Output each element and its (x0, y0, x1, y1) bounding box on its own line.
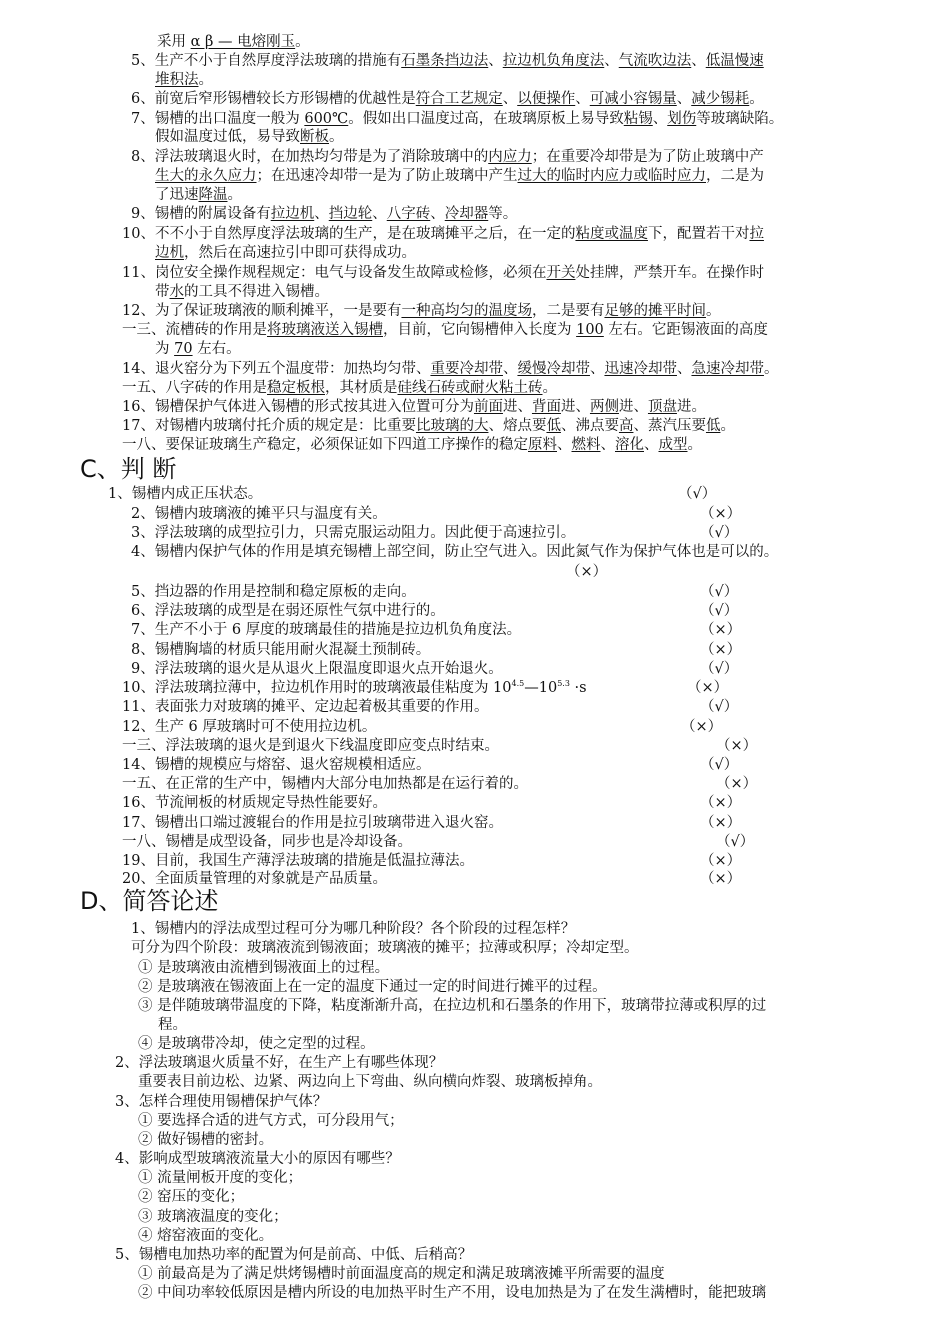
question-text: 、 (502, 91, 518, 107)
question-text: 假如温度过低，易导致 (155, 129, 300, 145)
judge-answer: （×） (700, 506, 742, 522)
answer-blank: 背面 (531, 399, 561, 415)
answer-blank: 一种高均匀的温度场 (401, 303, 532, 319)
judge-answer: （×） (700, 622, 742, 638)
question-text: 。 (720, 418, 735, 434)
question-text: 一五、八字砖的作用是 (122, 380, 267, 396)
question-text: 14、退火窑分为下列五个温度带：加热均匀带、 (122, 361, 431, 377)
answer-blank: 石墨条挡边法 (401, 53, 489, 69)
question-text: 、 (652, 111, 668, 127)
answer-line: 重要表目前边松、边紧、两边向上下弯曲、纵向横向炸裂、玻璃板掉角。 (138, 1074, 602, 1090)
question-text: —10 (524, 680, 558, 696)
question-text: 、 (575, 91, 590, 107)
answer-line: 3、怎样合理使用锡槽保护气体？ (115, 1094, 328, 1110)
judge-question: 17、锡槽出口端过渡辊台的作用是拉引玻璃带进入退火窑。 (122, 815, 503, 831)
question-text: 、沸点要 (560, 418, 619, 434)
fill-line (122, 379, 557, 398)
question-text: ，二是为 (706, 168, 764, 184)
answer-blank: 过大的临时内应力或临时应力 (517, 168, 706, 184)
answer-blank: 前面 (473, 399, 503, 415)
judge-question: 16、节流闸板的材质规定导热性能要好。 (122, 795, 387, 811)
question-text: 、 (691, 53, 706, 69)
question-text: 、 (676, 91, 692, 107)
question-text: 等玻璃缺陷。 (696, 111, 784, 127)
answer-blank: 低 (705, 418, 721, 434)
judge-answer: （×） (681, 719, 723, 735)
answer-blank: 100 (576, 322, 604, 338)
judge-question: 2、锡槽内玻璃液的摊平只与温度有关。 (131, 506, 387, 522)
question-text: 、 (589, 361, 605, 377)
answer-line: ② 窑压的变化； (138, 1189, 245, 1205)
question-text: 。 (542, 380, 557, 396)
question-text: 、 (600, 437, 615, 453)
question-text: 。 (705, 303, 721, 319)
question-text: 、 (314, 206, 329, 222)
answer-blank: 溶化 (615, 437, 644, 453)
question-text: 10、浮法玻璃拉薄中，拉边机作用时的玻璃液最佳粘度为 10 (122, 680, 512, 696)
question-text: 、 (372, 206, 387, 222)
answer-blank: 粘度或温度 (575, 226, 648, 242)
answer-line: ② 做好锡槽的密封。 (138, 1132, 274, 1148)
judge-question: 8、锡槽胸墙的材质只能用耐火混凝土预制砖。 (131, 642, 431, 658)
question-text: 采用 (157, 34, 191, 50)
answer-line: 程。 (158, 1017, 187, 1033)
judge-question: 一五、在正常的生产中，锡槽内大部分电加热都是在运行着的。 (122, 776, 528, 792)
question-text: 了迅速 (155, 187, 199, 203)
question-text: 11、岗位安全操作规程规定：电气与设备发生故障或检修，必须在 (122, 265, 547, 281)
judge-answer: （×） (716, 738, 758, 754)
answer-blank: 原料 (528, 437, 557, 453)
answer-blank: 开关 (546, 265, 576, 281)
question-text: 、 (644, 437, 659, 453)
answer-line: 1、锡槽内的浮法成型过程可分为哪几种阶段？各个阶段的过程怎样？ (131, 921, 576, 937)
judge-answer: （√） (700, 525, 739, 541)
fill-line (155, 71, 213, 90)
answer-blank: 挡边轮 (328, 206, 373, 222)
fill-line (122, 360, 778, 379)
answer-blank: 急速冷却带 (691, 361, 764, 377)
judge-answer: （×） (566, 564, 608, 580)
question-text: 6、前宽后窄形锡槽较长方形锡槽的优越性是 (131, 91, 416, 107)
judge-answer: （√） (700, 757, 739, 773)
fill-line (155, 186, 242, 205)
exponent: 4.5 (511, 679, 525, 688)
question-text: ·s (569, 680, 587, 696)
answer-blank: 低 (546, 418, 561, 434)
answer-blank: 两侧 (589, 399, 619, 415)
question-text: ；在重要冷却带是为了防止玻璃中产 (531, 149, 764, 165)
question-text: ，目前，它向锡槽伸入长度为 (383, 322, 577, 338)
question-text: 。 (763, 361, 779, 377)
answer-blank: 稳定板根 (267, 380, 325, 396)
answer-blank: 冷却器 (444, 206, 489, 222)
answer-blank: 足够的摊平时间 (604, 303, 706, 319)
fill-line (122, 417, 735, 436)
answer-blank: 缓慢冷却带 (517, 361, 590, 377)
question-text: 。 (687, 437, 702, 453)
question-text: ，其材质是 (325, 380, 398, 396)
answer-blank: 堆积法 (155, 72, 199, 88)
judge-answer: （×） (716, 776, 758, 792)
judge-question: 6、浮法玻璃的成型是在弱还原性气氛中进行的。 (131, 603, 445, 619)
fill-line (155, 167, 764, 186)
judge-answer: （√） (700, 603, 739, 619)
judge-question: 12、生产 6 厚玻璃时可不使用拉边机。 (122, 719, 377, 735)
judge-question: 20、全面质量管理的对象就是产品质量。 (122, 871, 387, 887)
fill-line (122, 398, 706, 417)
answer-blank: 降温 (198, 187, 228, 203)
question-text: 。 (749, 91, 764, 107)
judge-answer: （√） (700, 699, 739, 715)
answer-blank: 粘锡 (623, 111, 653, 127)
answer-line: ① 要选择合适的进气方式，可分段用气； (138, 1113, 404, 1129)
answer-line: ② 中间功率较低原因是槽内所设的电加热平时生产不用，设电加热是为了在发生满槽时，能把玻璃 (138, 1285, 767, 1301)
answer-line: ④ 是玻璃带冷却，使之定型的过程。 (138, 1036, 375, 1052)
section-c-heading: C、判 断 (80, 455, 177, 483)
fill-line (122, 436, 702, 455)
answer-blank: 顶盘 (647, 399, 677, 415)
question-text: 左右。它距锡液面的高度 (603, 322, 768, 338)
judge-answer: （×） (687, 680, 729, 696)
answer-blank: 划伤 (667, 111, 697, 127)
question-text: ；在迅速冷却带一是为了防止玻璃中产生 (256, 168, 518, 184)
question-text: 进。 (676, 399, 706, 415)
answer-blank: 减少锡耗 (691, 91, 750, 107)
answer-line: 可分为四个阶段：玻璃液流到锡液面；玻璃液的摊平；拉薄或积厚；冷却定型。 (131, 940, 639, 956)
question-text: 一三、流槽砖的作用是 (122, 322, 267, 338)
answer-blank: 600℃ (304, 111, 349, 127)
judge-answer: （×） (700, 815, 742, 831)
answer-blank: 低温慢速 (705, 53, 764, 69)
question-text: 17、对锡槽内玻璃付托介质的规定是：比重要 (122, 418, 416, 434)
answer-blank: 边机 (155, 245, 184, 261)
question-text: 、 (557, 437, 572, 453)
fill-line (131, 90, 764, 109)
judge-answer: （×） (700, 642, 742, 658)
question-text: 、 (502, 361, 518, 377)
question-text: 的工具不得进入锡槽。 (184, 284, 329, 300)
judge-question: 7、生产不小于 6 厚度的玻璃最佳的措施是拉边机负角度法。 (131, 622, 522, 638)
fill-line (122, 264, 764, 283)
fill-line (122, 302, 720, 321)
question-text: 下，配置若干对 (647, 226, 750, 242)
answer-blank: 断板 (300, 129, 329, 145)
question-text: 12、为了保证玻璃液的顺利摊平，一是要有 (122, 303, 402, 319)
answer-blank: 迅速冷却带 (604, 361, 677, 377)
fill-line (131, 52, 764, 71)
section-d-heading: D、简答论述 (80, 887, 219, 915)
question-text: 进、 (502, 399, 532, 415)
judge-answer: （√） (700, 661, 739, 677)
judge-question: 4、锡槽内保护气体的作用是填充锡槽上部空间，防止空气进入。因此氮气作为保护气体也是可以的。 (131, 544, 779, 560)
fill-line (122, 321, 768, 340)
answer-line: ① 是玻璃液由流槽到锡液面上的过程。 (138, 960, 390, 976)
answer-blank: 八字砖 (386, 206, 431, 222)
answer-line: ④ 熔窑液面的变化。 (138, 1228, 274, 1244)
question-text: 、 (604, 53, 619, 69)
answer-blank: 拉边机 (270, 206, 315, 222)
answer-line: 4、影响成型玻璃液流量大小的原因有哪些？ (115, 1151, 400, 1167)
answer-blank: α β — 电熔刚玉 (190, 34, 296, 50)
question-text: ，二是要有 (531, 303, 605, 319)
answer-line: 5、锡槽电加热功率的配置为何是前高、中低、后稍高？ (115, 1247, 473, 1263)
fill-line (155, 244, 416, 263)
question-text: 、 (488, 53, 503, 69)
judge-answer: （√） (700, 584, 739, 600)
judge-question: 一三、浮法玻璃的退火是到退火下线温度即应变点时结束。 (122, 738, 499, 754)
answer-blank: 可减小容锡量 (589, 91, 677, 107)
answer-blank: 以便操作 (517, 91, 576, 107)
question-text: 进、 (618, 399, 648, 415)
judge-answer: （×） (700, 871, 742, 887)
answer-line: ① 流量闸板开度的变化； (138, 1170, 303, 1186)
answer-blank: 气流吹边法 (618, 53, 692, 69)
question-text: 。 (227, 187, 242, 203)
question-text: 。假如出口温度过高，在玻璃原板上易导致 (348, 111, 624, 127)
fill-line (122, 225, 764, 244)
answer-blank: 符合工艺规定 (415, 91, 503, 107)
fill-line (157, 33, 310, 52)
question-text: 、蒸汽压要 (633, 418, 706, 434)
answer-blank: 硅线石砖或耐火粘土砖 (397, 380, 543, 396)
answer-blank: 水 (169, 284, 184, 300)
answer-line: ① 前最高是为了满足烘烤锡槽时前面温度高的规定和满足玻璃液摊平所需要的温度 (138, 1266, 665, 1282)
question-text: ，然后在高速拉引中即可获得成功。 (184, 245, 416, 261)
judge-question: 5、挡边器的作用是控制和稳定原板的走向。 (131, 584, 416, 600)
question-text: 16、锡槽保护气体进入锡槽的形式按其进入位置可分为 (122, 399, 474, 415)
question-text: 、 (430, 206, 445, 222)
judge-question: 9、浮法玻璃的退火是从退火上限温度即退火点开始退火。 (131, 661, 503, 677)
question-text: 7、锡槽的出口温度一般为 (131, 111, 305, 127)
question-text: 一八、要保证玻璃生产稳定，必须保证如下四道工序操作的稳定 (122, 437, 528, 453)
question-text: 左右。 (192, 341, 241, 357)
question-text: 。 (198, 72, 213, 88)
question-text: 、熔点要 (488, 418, 547, 434)
answer-blank: 拉边机负角度法 (502, 53, 605, 69)
judge-answer: （×） (700, 795, 742, 811)
question-text: 带 (155, 284, 170, 300)
question-text: 8、浮法玻璃退火时，在加热均匀带是为了消除玻璃中的 (131, 149, 489, 165)
question-text: 为 (155, 341, 175, 357)
answer-blank: 70 (174, 341, 193, 357)
answer-blank: 燃料 (571, 437, 601, 453)
question-text: 。 (295, 34, 310, 50)
answer-line: ③ 是伴随玻璃带温度的下降，粘度渐渐升高，在拉边机和石墨条的作用下，玻璃带拉薄或积厚的过 (138, 998, 767, 1014)
answer-blank: 将玻璃液送入锡槽 (267, 322, 383, 338)
answer-blank: 成型 (658, 437, 688, 453)
fill-line (155, 340, 241, 359)
answer-blank: 生大的永久应力 (155, 168, 257, 184)
judge-question: 1、锡槽内成正压状态。 (108, 486, 263, 502)
answer-blank: 拉 (749, 226, 764, 242)
judge-question: 14、锡槽的规模应与熔窑、退火窑规模相适应。 (122, 757, 431, 773)
answer-blank: 高 (618, 418, 634, 434)
judge-question: 19、目前，我国生产薄浮法玻璃的措施是低温拉薄法。 (122, 853, 474, 869)
answer-line: ③ 玻璃液温度的变化； (138, 1209, 288, 1225)
question-text: 等。 (488, 206, 518, 222)
answer-line: 2、浮法玻璃退火质量不好，在生产上有哪些体现？ (115, 1055, 444, 1071)
question-text: 处挂牌，严禁开车。在操作时 (575, 265, 764, 281)
fill-line (155, 283, 329, 302)
fill-line (131, 110, 783, 129)
fill-line (155, 128, 344, 147)
question-text: 、 (676, 361, 692, 377)
judge-question: 3、浮法玻璃的成型拉引力，只需克服运动阻力。因此便于高速拉引。 (131, 525, 576, 541)
answer-blank: 重要冷却带 (430, 361, 503, 377)
judge-question: 11、表面张力对玻璃的摊平、定边起着极其重要的作用。 (122, 699, 489, 715)
judge-answer: （√） (678, 486, 717, 502)
exponent: 5.3 (557, 679, 570, 688)
answer-line: ② 是玻璃液在锡液面上在一定的温度下通过一定的时间进行摊平的过程。 (138, 979, 607, 995)
judge-answer: （×） (700, 853, 742, 869)
judge-question (122, 679, 587, 698)
judge-answer: （√） (716, 834, 755, 850)
judge-question: 一八、锡槽是成型设备，同步也是冷却设备。 (122, 834, 412, 850)
answer-blank: 内应力 (488, 149, 532, 165)
fill-line (131, 205, 517, 224)
question-text: 10、不不小于自然厚度浮法玻璃的生产，是在玻璃摊平之后，在一定的 (122, 226, 576, 242)
question-text: 。 (329, 129, 344, 145)
answer-blank: 比玻璃的大 (415, 418, 489, 434)
question-text: 9、锡槽的附属设备有 (131, 206, 271, 222)
question-text: 5、生产不小于自然厚度浮法玻璃的措施有 (131, 53, 402, 69)
fill-line (131, 148, 764, 167)
question-text: 进、 (560, 399, 590, 415)
